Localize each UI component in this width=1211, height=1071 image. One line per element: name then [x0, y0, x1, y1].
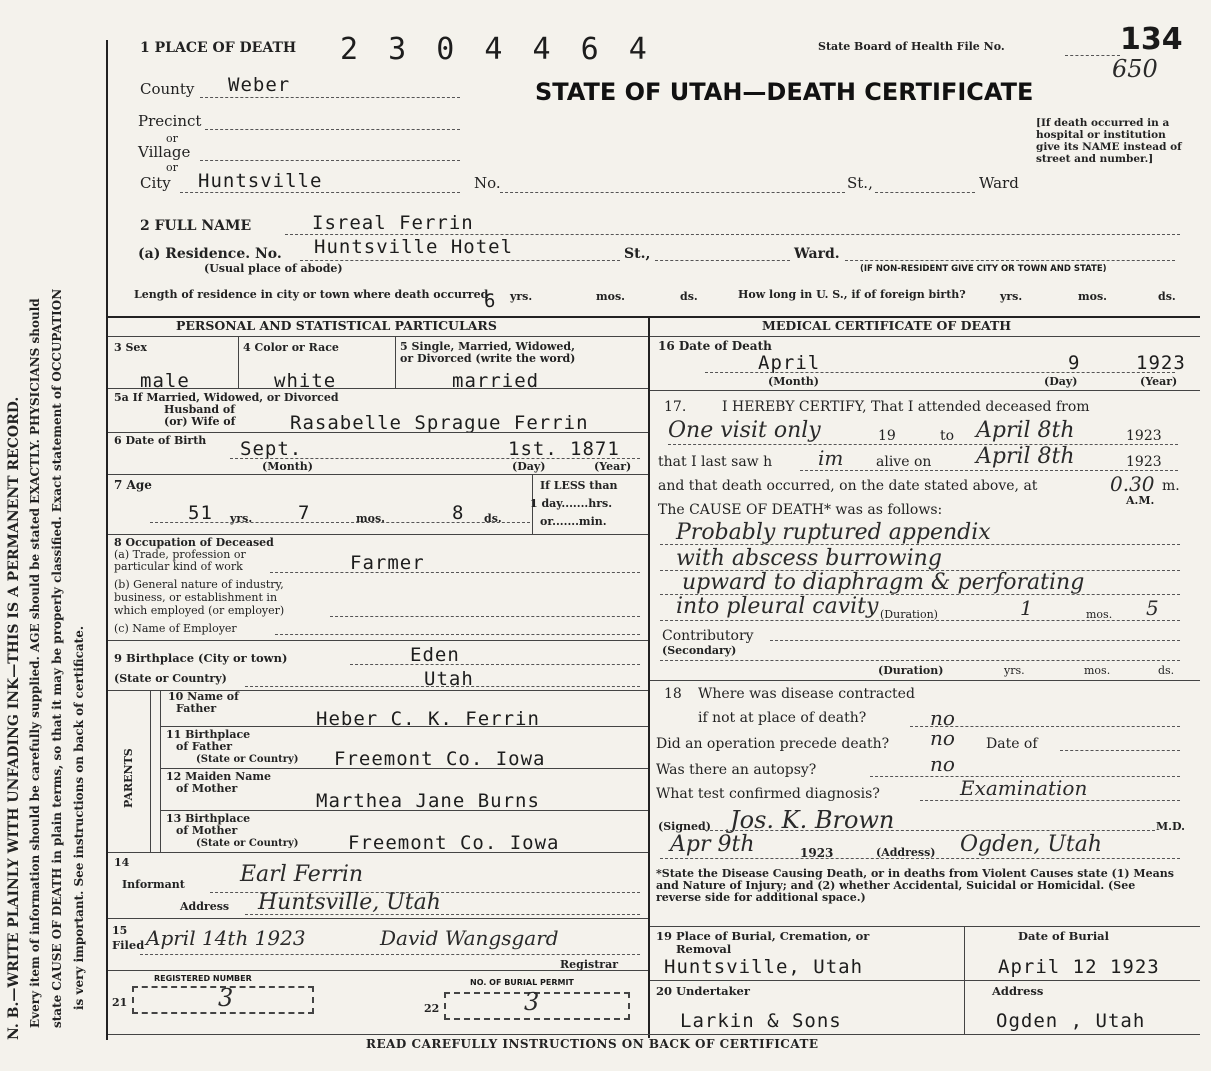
dob-month: Sept. — [240, 438, 303, 460]
duration2-yrs-label: yrs. — [1004, 664, 1025, 677]
informant-address-label: Address — [180, 900, 230, 913]
death-day-label: (Day) — [1044, 375, 1078, 388]
duration-ds: 5 — [1146, 596, 1159, 620]
mother-label-1: 12 Maiden Name — [166, 770, 271, 783]
county-value: Weber — [228, 74, 291, 96]
us-yrs-label: yrs. — [1000, 290, 1023, 303]
m-label: m. — [1162, 478, 1180, 494]
undertaker-label: 20 Undertaker — [656, 984, 750, 998]
occupation-label-2: (a) Trade, profession or — [114, 548, 246, 561]
precinct-label: Precinct — [138, 112, 202, 130]
color-label: 4 Color or Race — [243, 341, 339, 354]
date-of-death-label: 16 Date of Death — [658, 339, 772, 353]
operation-label: Did an operation precede death? — [656, 736, 890, 752]
mother-bp-label-2: of Mother — [176, 824, 238, 837]
industry-label-1: (b) General nature of industry, — [114, 578, 284, 591]
burial-permit-prefix: 22 — [424, 1002, 440, 1015]
last-saw-pronoun: im — [818, 446, 844, 470]
death-month-label: (Month) — [768, 375, 819, 388]
age-yrs-label: yrs. — [230, 512, 253, 525]
father-label-2: Father — [176, 702, 217, 715]
undertaker-address-label: Address — [992, 984, 1044, 998]
nonresident-note: (IF NON-RESIDENT GIVE CITY OR TOWN AND STATE) — [860, 264, 1107, 274]
age-mos: 7 — [298, 502, 311, 524]
spouse-label-1: 5a If Married, Widowed, or Divorced — [114, 391, 339, 404]
us-mos-label: mos. — [1078, 290, 1107, 303]
undertaker-name: Larkin & Sons — [680, 1010, 842, 1032]
last-saw-label: that I last saw h — [658, 454, 773, 470]
length-yrs-label: yrs. — [510, 290, 533, 303]
city-value: Huntsville — [198, 170, 323, 192]
cause-line-1: Probably ruptured appendix — [676, 520, 991, 545]
birthplace-label: 9 Birthplace (City or town) — [114, 651, 288, 665]
full-name-value: Isreal Ferrin — [312, 212, 474, 234]
dob-year: 1871 — [570, 438, 620, 460]
age-ds-label: ds. — [484, 512, 502, 525]
employer-label: (c) Name of Employer — [114, 622, 237, 635]
length-residence-yrs: 6 — [484, 290, 497, 312]
father-label-1: 10 Name of — [168, 690, 239, 703]
duration-mos-label: mos. — [1086, 608, 1113, 621]
parents-label: PARENTS — [122, 748, 135, 808]
filed-label: Filed — [112, 938, 145, 952]
medical-section-title: MEDICAL CERTIFICATE OF DEATH — [762, 318, 1012, 333]
physician-signature: Jos. K. Brown — [730, 806, 895, 834]
length-ds-label: ds. — [680, 290, 698, 303]
mother-bp-label-3: (State or Country) — [196, 838, 299, 849]
burial-permit-number: 3 — [524, 988, 540, 1016]
contracted-number: 18 — [664, 686, 682, 702]
personal-section-title: PERSONAL AND STATISTICAL PARTICULARS — [176, 318, 497, 333]
duration2-ds-label: ds. — [1158, 664, 1175, 677]
death-year-label: (Year) — [1140, 375, 1178, 388]
signed-year: 1923 — [800, 846, 834, 860]
spouse-label-3: (or) Wife of — [164, 415, 236, 428]
cause-line-4: into pleural cavity — [676, 594, 879, 619]
sidebar-line-3: state CAUSE OF DEATH in plain terms, so that it may be properly classified. Exact statement of OCCUPATION — [50, 288, 64, 1028]
less-than-label-2: 1 day.......hrs. — [530, 497, 613, 510]
duration2-label: (Duration) — [878, 664, 944, 677]
father-name: Heber C. K. Ferrin — [316, 708, 540, 730]
attended-from: One visit only — [668, 418, 821, 443]
attended-from-year: 19 — [878, 428, 896, 444]
informant-address: Huntsville, Utah — [258, 890, 441, 915]
less-than-label-1: If LESS than — [540, 479, 618, 492]
full-name-label: 2 FULL NAME — [140, 218, 252, 234]
father-bp-label-1: 11 Birthplace — [166, 728, 251, 741]
certify-number: 17. — [664, 399, 687, 415]
signed-date: Apr 9th — [670, 832, 755, 857]
informant-signature: Earl Ferrin — [240, 862, 364, 887]
sex-value: male — [140, 370, 190, 392]
cause-line-3: upward to diaphragm & perforating — [682, 570, 1085, 595]
residence-value: Huntsville Hotel — [314, 236, 514, 258]
occupation-label-3: particular kind of work — [114, 560, 243, 573]
contracted-value: no — [930, 706, 955, 730]
file-number: 134 — [1120, 22, 1183, 57]
birthplace-state-label: (State or Country) — [114, 672, 227, 685]
sex-label: 3 Sex — [114, 341, 147, 354]
burial-permit-label: NO. OF BURIAL PERMIT — [470, 978, 574, 987]
birthplace-city: Eden — [410, 644, 460, 666]
form-title: STATE OF UTAH—DEATH CERTIFICATE — [535, 78, 1034, 106]
sidebar-line-2: Every item of information should be carefully supplied. AGE should be stated EXACTLY. PHYSICIANS should — [28, 298, 42, 1028]
operation-value: no — [930, 726, 955, 750]
registered-number-label: REGISTERED NUMBER — [154, 974, 252, 983]
contributory-label: Contributory — [662, 628, 754, 644]
st-label: St., — [847, 174, 873, 192]
burial-date: April 12 1923 — [998, 956, 1160, 978]
village-label: Village — [138, 143, 191, 161]
spouse-value: Rasabelle Sprague Ferrin — [290, 412, 589, 434]
age-mos-label: mos. — [356, 512, 385, 525]
burial-place-label-2: Removal — [676, 942, 732, 956]
cause-line-2: with abscess burrowing — [676, 546, 942, 571]
ward-label: Ward — [979, 174, 1019, 192]
duration-label: (Duration) — [880, 608, 938, 621]
us-ds-label: ds. — [1158, 290, 1176, 303]
death-month: April — [758, 352, 821, 374]
county-label: County — [140, 80, 195, 98]
marital-value: married — [452, 370, 540, 392]
sidebar-line-4: is very important. See instructions on back of certificate. — [72, 625, 86, 1010]
sidebar-line-1: N. B.—WRITE PLAINLY WITH UNFADING INK—THIS IS A PERMANENT RECORD. — [6, 396, 22, 1040]
md-label: M.D. — [1156, 820, 1185, 833]
mother-birthplace: Freemont Co. Iowa — [348, 832, 560, 854]
left-border — [106, 40, 108, 1040]
occupation-label-1: 8 Occupation of Deceased — [114, 536, 274, 549]
last-saw-year: 1923 — [1126, 454, 1162, 470]
burial-date-label: Date of Burial — [1018, 929, 1110, 943]
residence-label: (a) Residence. No. — [138, 246, 282, 262]
date-of-label: Date of — [986, 736, 1038, 752]
handwritten-file-number: 650 — [1112, 55, 1158, 83]
marital-label-2: or Divorced (write the word) — [400, 352, 576, 365]
marital-label-1: 5 Single, Married, Widowed, — [400, 340, 575, 353]
mother-name: Marthea Jane Burns — [316, 790, 540, 812]
or-label-2: or — [166, 161, 178, 174]
age-ds: 8 — [452, 502, 465, 524]
death-year: 1923 — [1136, 352, 1186, 374]
registrar-label: Registrar — [560, 958, 619, 971]
dob-year-label: (Year) — [594, 460, 632, 473]
no-label: No. — [474, 174, 501, 192]
industry-label-2: business, or establishment in — [114, 591, 278, 604]
attended-to: April 8th — [976, 418, 1075, 443]
residence-st-label: St., — [624, 246, 651, 262]
burial-place-label-1: 19 Place of Burial, Cremation, or — [656, 929, 870, 943]
residence-ward-label: Ward. — [794, 246, 840, 262]
occurred-text: and that death occurred, on the date stated above, at — [658, 478, 1038, 494]
center-divider — [648, 318, 650, 1038]
to-label: to — [940, 428, 955, 444]
industry-label-3: which employed (or employer) — [114, 604, 285, 617]
certify-text: I HEREBY CERTIFY, That I attended deceased from — [722, 399, 1090, 415]
death-time: 0.30 — [1110, 472, 1155, 496]
length-residence-label: Length of residence in city or town where death occurred — [134, 288, 489, 301]
age-label: 7 Age — [114, 478, 152, 492]
registrar-signature: David Wangsgard — [380, 926, 559, 950]
less-than-label-3: or.......min. — [540, 515, 607, 528]
undertaker-address: Ogden , Utah — [996, 1010, 1146, 1032]
abode-note: (Usual place of abode) — [204, 262, 343, 275]
duration-value: 1 — [1020, 596, 1033, 620]
certificate-number: 2 3 0 4 4 6 4 — [340, 32, 653, 67]
contracted-label: Where was disease contracted — [698, 686, 915, 702]
duration2-mos-label: mos. — [1084, 664, 1111, 677]
father-bp-label-3: (State or Country) — [196, 754, 299, 765]
contracted-label-2: if not at place of death? — [698, 710, 867, 726]
attended-to-year: 1923 — [1126, 428, 1162, 444]
diagnosis-value: Examination — [960, 776, 1088, 800]
spouse-label-2: Husband of — [164, 403, 235, 416]
father-birthplace: Freemont Co. Iowa — [334, 748, 546, 770]
registered-number-prefix: 21 — [112, 996, 128, 1009]
alive-label: alive on — [876, 454, 932, 470]
death-day: 9 — [1068, 352, 1081, 374]
mother-label-2: of Mother — [176, 782, 238, 795]
autopsy-value: no — [930, 752, 955, 776]
burial-place: Huntsville, Utah — [664, 956, 864, 978]
cause-footnote: *State the Disease Causing Death, or in deaths from Violent Causes state (1) Means and Nature of Injury; and (2) whether Accidental, Suicidal or Homicidal. (See reverse side for additional space.) — [656, 867, 1174, 904]
city-label: City — [140, 174, 171, 192]
us-residence-label: How long in U. S., if of foreign birth? — [738, 288, 966, 301]
diagnosis-label: What test confirmed diagnosis? — [656, 786, 880, 802]
father-bp-label-2: of Father — [176, 740, 233, 753]
footer-instructions: READ CAREFULLY INSTRUCTIONS ON BACK OF CERTIFICATE — [366, 1037, 819, 1051]
dob-month-label: (Month) — [262, 460, 313, 473]
informant-number: 14 — [114, 856, 130, 869]
last-saw-date: April 8th — [976, 444, 1075, 469]
filed-date: April 14th 1923 — [146, 926, 306, 950]
hospital-note: [If death occurred in a hospital or institution give its NAME instead of street and number.] — [1036, 117, 1182, 165]
filed-number: 15 — [112, 924, 128, 937]
autopsy-label: Was there an autopsy? — [656, 762, 817, 778]
age-yrs: 51 — [188, 502, 213, 524]
dob-day: 1st. — [508, 438, 558, 460]
am-label: A.M. — [1126, 494, 1155, 507]
bottom-border — [108, 1034, 1200, 1035]
birthplace-state: Utah — [424, 668, 474, 690]
file-label: State Board of Health File No. — [818, 40, 1005, 53]
or-label-1: or — [166, 132, 178, 145]
dob-day-label: (Day) — [512, 460, 546, 473]
physician-address: Ogden, Utah — [960, 832, 1103, 857]
dob-label: 6 Date of Birth — [114, 434, 207, 447]
secondary-label: (Secondary) — [662, 644, 737, 657]
informant-label: Informant — [122, 878, 185, 891]
length-mos-label: mos. — [596, 290, 625, 303]
place-of-death-label: 1 PLACE OF DEATH — [140, 40, 297, 56]
color-value: white — [274, 370, 337, 392]
occupation-value: Farmer — [350, 552, 425, 574]
cause-label: The CAUSE OF DEATH* was as follows: — [658, 502, 943, 518]
physician-address-label: (Address) — [876, 846, 936, 859]
signed-label: (Signed) — [658, 820, 711, 833]
registered-number: 3 — [218, 984, 234, 1012]
mother-bp-label-1: 13 Birthplace — [166, 812, 251, 825]
